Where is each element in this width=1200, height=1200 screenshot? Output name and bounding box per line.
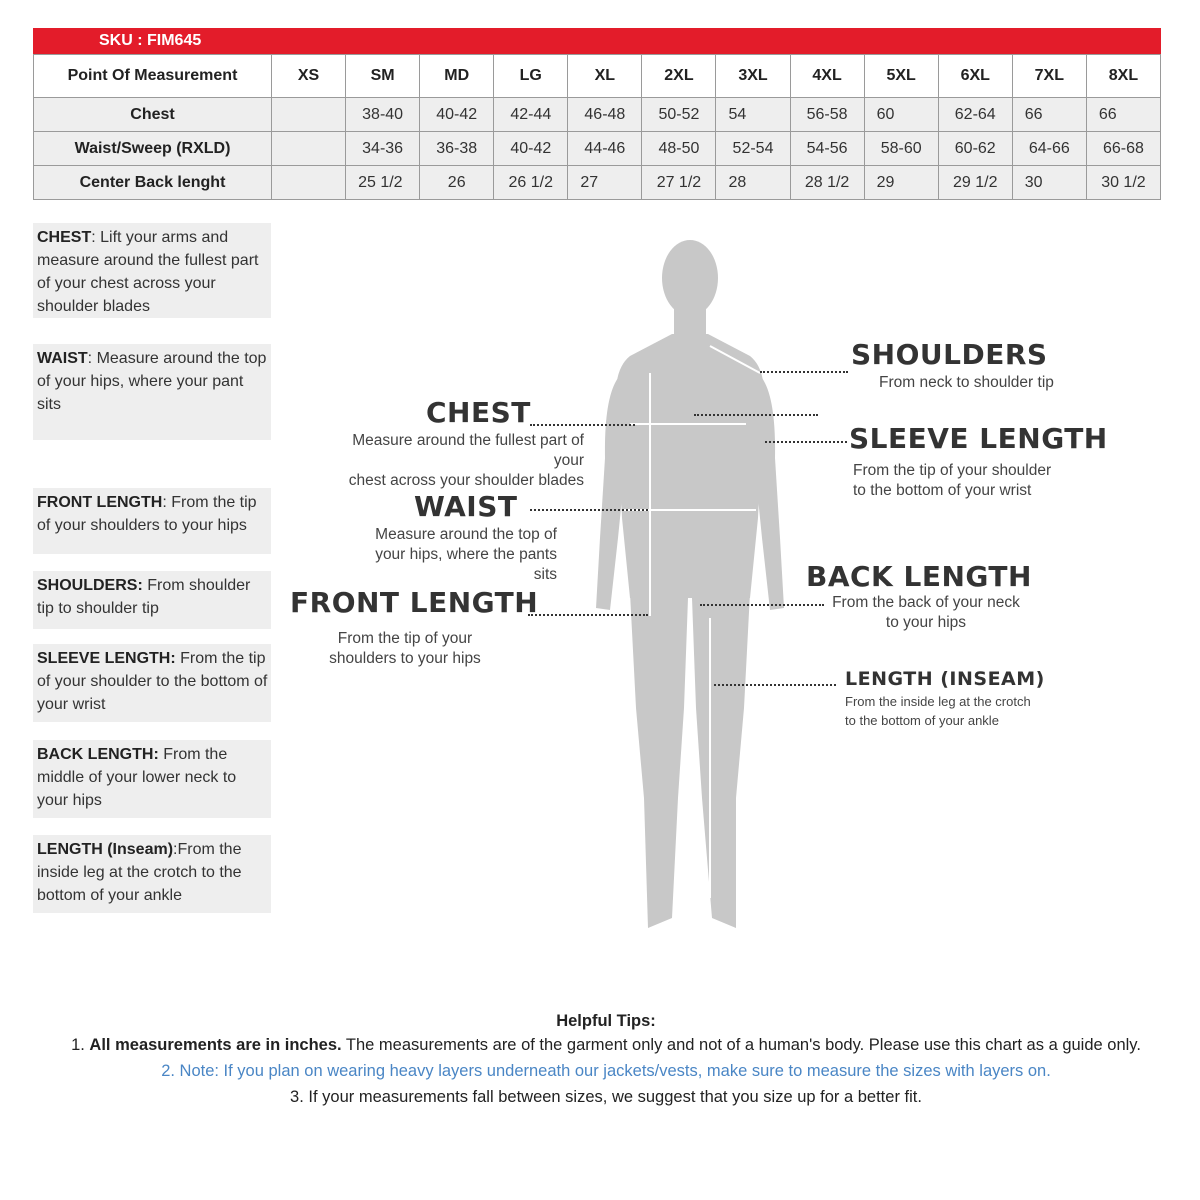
table-cell: 58-60	[864, 132, 938, 166]
body-silhouette-figure	[560, 238, 820, 938]
table-cell: 28	[716, 166, 790, 200]
table-header-row	[34, 55, 1161, 98]
definition-text: From the tip of your shoulder to the bottom of your wrist	[37, 650, 268, 713]
table-cell: 64-66	[1012, 132, 1086, 166]
callout-shoulders-title: SHOULDERS	[851, 338, 1048, 371]
callout-front-length-desc: From the tip of your shoulders to your hips	[329, 630, 481, 667]
definition-box	[33, 571, 271, 629]
definition-text: : Measure around the top of your hips, where your pant sits	[37, 350, 267, 413]
table-cell: 29 1/2	[938, 166, 1012, 200]
row-label: Chest	[34, 98, 272, 132]
table-cell: 56-58	[790, 98, 864, 132]
callout-back-length-leader	[700, 604, 824, 606]
definition-term: WAIST	[37, 350, 88, 367]
right-leg-shape	[692, 593, 750, 928]
header-size-md: MD	[420, 55, 494, 98]
header-size-7xl: 7XL	[1012, 55, 1086, 98]
row-label: Center Back lenght	[34, 166, 272, 200]
table-row	[34, 166, 1161, 200]
header-size-5xl: 5XL	[864, 55, 938, 98]
definition-term: BACK LENGTH:	[37, 746, 159, 763]
table-cell: 38-40	[346, 98, 420, 132]
header-size-3xl: 3XL	[716, 55, 790, 98]
definition-term: SLEEVE LENGTH:	[37, 650, 176, 667]
header-size-6xl: 6XL	[938, 55, 1012, 98]
table-cell: 26 1/2	[494, 166, 568, 200]
table-cell	[272, 132, 346, 166]
table-cell: 30	[1012, 166, 1086, 200]
table-cell: 30 1/2	[1086, 166, 1160, 200]
table-cell: 40-42	[420, 98, 494, 132]
table-row	[34, 132, 1161, 166]
callout-inseam-leader	[714, 684, 836, 686]
callout-waist-title: WAIST	[414, 490, 518, 523]
torso-shape	[616, 334, 764, 598]
definition-box	[33, 644, 271, 722]
header-size-sm: SM	[346, 55, 420, 98]
table-row	[34, 98, 1161, 132]
definition-text: From shoulder tip to shoulder tip	[37, 577, 251, 617]
callout-shoulders	[851, 338, 1101, 393]
table-cell: 34-36	[346, 132, 420, 166]
definition-box	[33, 488, 271, 554]
callout-back-length	[806, 560, 1046, 633]
callout-shoulders-desc: From neck to shoulder tip	[879, 374, 1054, 391]
callout-chest	[324, 396, 614, 491]
head-shape	[662, 240, 718, 316]
header-size-xs: XS	[272, 55, 346, 98]
table-cell: 26	[420, 166, 494, 200]
callout-back-length-title: BACK LENGTH	[806, 560, 1032, 593]
callout-waist-desc: Measure around the top of your hips, where the pants sits	[375, 526, 557, 583]
table-cell: 54	[716, 98, 790, 132]
table-cell: 48-50	[642, 132, 716, 166]
callout-inseam-title: LENGTH (INSEAM)	[845, 668, 1045, 690]
definition-text: From the middle of your lower neck to your hips	[37, 746, 237, 809]
size-chart-table	[33, 54, 1161, 200]
callout-sleeve-length	[849, 422, 1149, 501]
table-cell: 62-64	[938, 98, 1012, 132]
table-cell: 36-38	[420, 132, 494, 166]
tip-1-bold: All measurements are in inches.	[89, 1036, 342, 1054]
tip-3: 3. If your measurements fall between sizes, we suggest that you size up for a better fit.	[290, 1088, 922, 1106]
table-cell: 25 1/2	[346, 166, 420, 200]
sku-bar	[33, 28, 1161, 54]
tips-heading: Helpful Tips:	[556, 1012, 656, 1030]
table-cell: 27 1/2	[642, 166, 716, 200]
table-cell: 54-56	[790, 132, 864, 166]
table-cell: 60-62	[938, 132, 1012, 166]
table-cell: 60	[864, 98, 938, 132]
definition-term: CHEST	[37, 229, 92, 246]
table-cell: 66-68	[1086, 132, 1160, 166]
definition-box	[33, 223, 271, 318]
tip-1	[0, 1036, 1200, 1055]
row-label: Waist/Sweep (RXLD)	[34, 132, 272, 166]
definition-term: FRONT LENGTH	[37, 494, 163, 511]
definition-text: : From the tip of your shoulders to your hips	[37, 494, 257, 534]
tip-1-prefix: 1.	[71, 1036, 90, 1054]
callout-chest-leader	[530, 424, 635, 426]
table-cell: 44-46	[568, 132, 642, 166]
header-size-lg: LG	[494, 55, 568, 98]
callout-front-length-title: FRONT LENGTH	[290, 586, 539, 619]
table-cell: 46-48	[568, 98, 642, 132]
callout-inseam-desc: From the inside leg at the crotch to the bottom of your ankle	[845, 694, 1031, 728]
callout-front-length	[290, 586, 550, 669]
callout-chest-back-leader	[694, 414, 818, 416]
definition-text: : Lift your arms and measure around the fullest part of your chest across your shoulder blades	[37, 229, 259, 315]
header-size-8xl: 8XL	[1086, 55, 1160, 98]
callout-chest-title: CHEST	[426, 396, 531, 429]
callout-inseam	[845, 668, 1105, 730]
callout-sleeve-length-title: SLEEVE LENGTH	[849, 422, 1108, 455]
table-cell: 27	[568, 166, 642, 200]
table-cell: 28 1/2	[790, 166, 864, 200]
header-size-xl: XL	[568, 55, 642, 98]
callout-sleeve-length-desc: From the tip of your shoulder to the bottom of your wrist	[853, 462, 1052, 499]
definition-term: SHOULDERS:	[37, 577, 143, 594]
definition-text: :From the inside leg at the crotch to the bottom of your ankle	[37, 841, 242, 904]
callout-waist	[352, 490, 582, 585]
definition-box	[33, 344, 271, 440]
callout-back-length-desc: From the back of your neck to your hips	[832, 594, 1020, 631]
definition-box	[33, 835, 271, 913]
neck-shape	[674, 308, 706, 338]
header-size-4xl: 4XL	[790, 55, 864, 98]
callout-front-length-leader	[528, 614, 648, 616]
definition-box	[33, 740, 271, 818]
table-cell: 66	[1086, 98, 1160, 132]
table-cell: 50-52	[642, 98, 716, 132]
table-cell: 42-44	[494, 98, 568, 132]
callout-shoulders-leader	[760, 371, 848, 373]
table-cell: 66	[1012, 98, 1086, 132]
left-leg-shape	[630, 593, 688, 928]
header-size-2xl: 2XL	[642, 55, 716, 98]
header-point-of-measurement: Point Of Measurement	[34, 55, 272, 98]
tip-1-rest: The measurements are of the garment only and not of a human's body. Please use this chart as a guide only.	[341, 1036, 1141, 1054]
callout-sleeve-length-leader	[765, 441, 847, 443]
table-cell: 40-42	[494, 132, 568, 166]
helpful-tips	[0, 1012, 1200, 1114]
definition-term: LENGTH (Inseam)	[37, 841, 174, 858]
table-cell	[272, 98, 346, 132]
table-cell: 52-54	[716, 132, 790, 166]
callout-waist-leader	[530, 509, 648, 511]
table-cell	[272, 166, 346, 200]
sku-label: SKU : FIM645	[99, 32, 202, 49]
callout-chest-desc: Measure around the fullest part of your chest across your shoulder blades	[348, 432, 584, 489]
table-cell: 29	[864, 166, 938, 200]
tip-2: 2. Note: If you plan on wearing heavy layers underneath our jackets/vests, make sure to measure the sizes with layers on.	[161, 1062, 1051, 1080]
